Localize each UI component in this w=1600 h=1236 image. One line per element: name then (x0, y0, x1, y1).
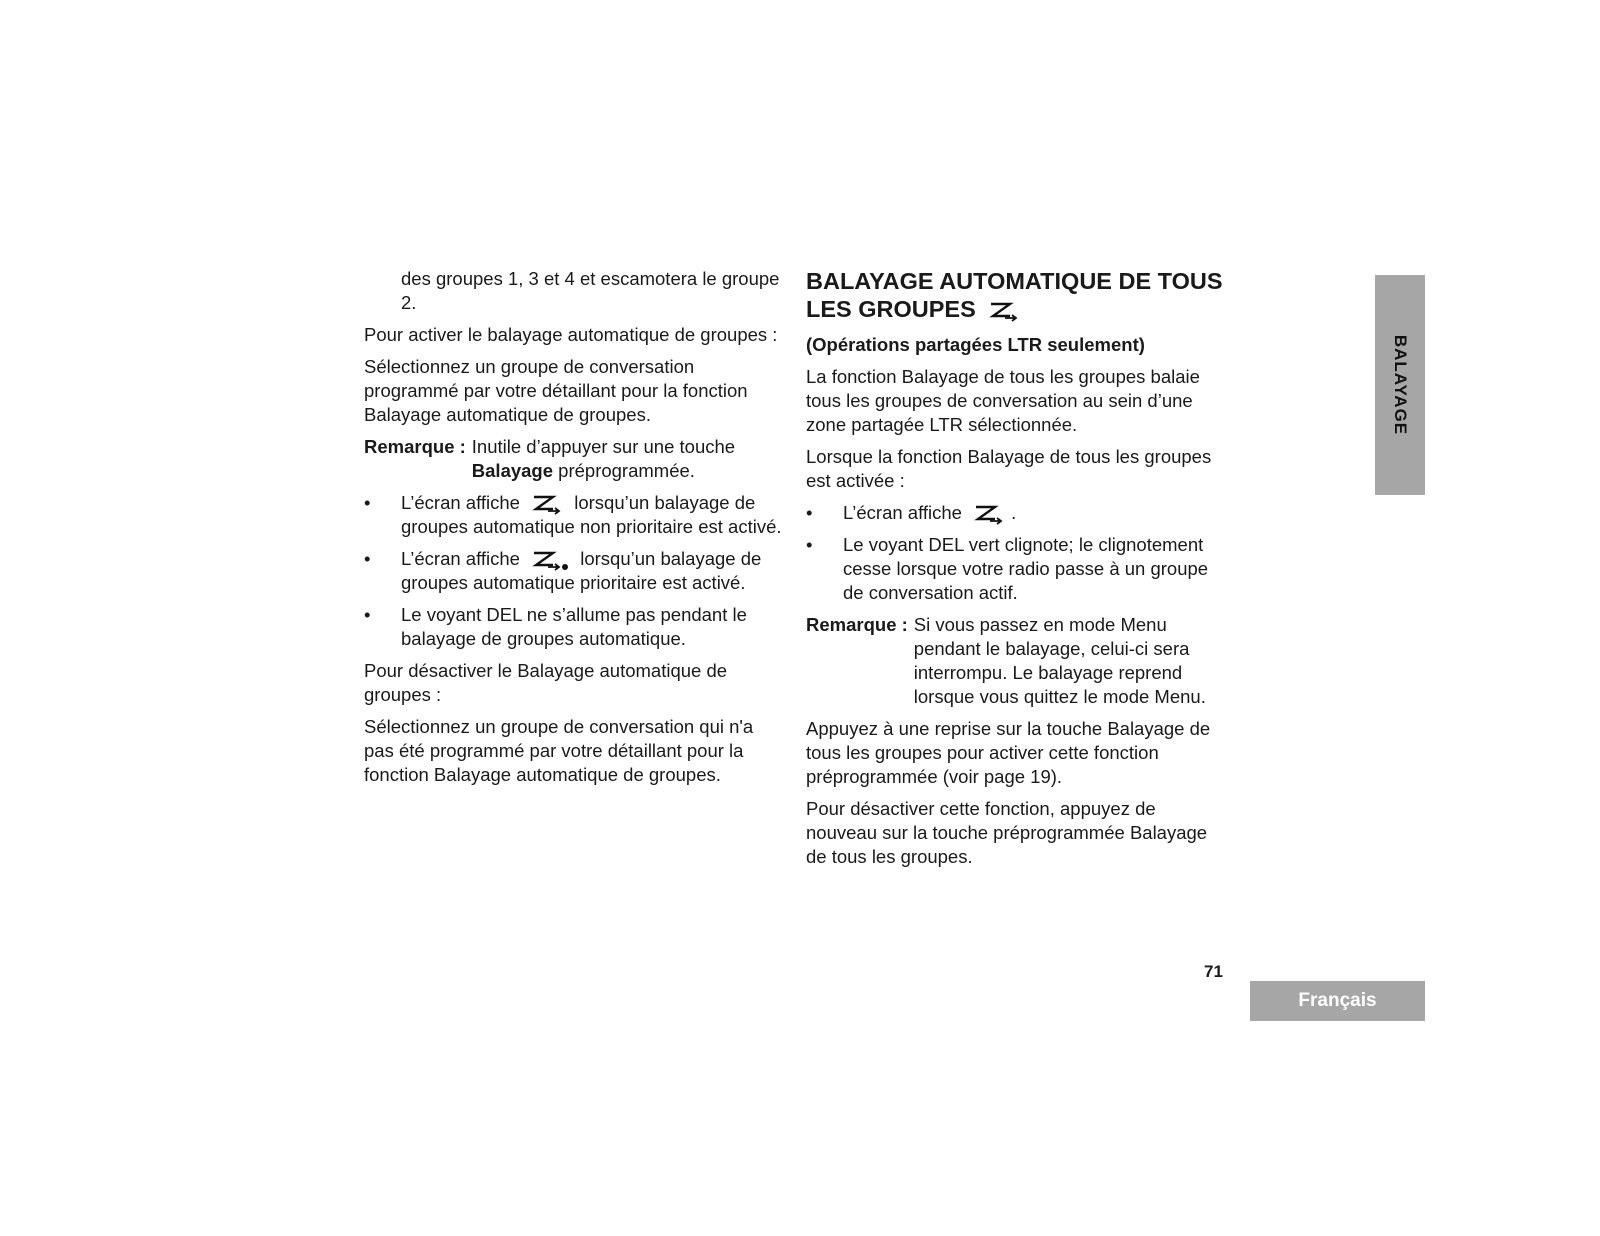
activate-instruction: Appuyez à une reprise sur la touche Balayage de tous les groupes pour activer cette fonction préprogrammée (voir page 19). (806, 718, 1211, 788)
bullet-dot: • (364, 492, 371, 513)
bullet-text-end: lorsqu’un balayage de groupes automatique non prioritaire est activé. (401, 492, 782, 538)
bullet-item (364, 491, 784, 539)
bullet-text: L’écran affiche (843, 502, 962, 523)
activate-instruction: Pour activer le balayage automatique de groupes : (364, 324, 778, 345)
bullet-text: L’écran affiche (401, 492, 520, 513)
note-label: Remarque : (806, 614, 908, 636)
bullet-dot: • (806, 502, 813, 523)
bullet-dot: • (364, 548, 371, 570)
note-body: Si vous passez en mode Menu pendant le balayage, celui-ci sera interrompu. Le balayage reprend lorsque vous quittez le mode Menu. (913, 614, 1206, 708)
language-tab (1250, 981, 1425, 1021)
language-tab-label: Français (1298, 990, 1377, 1011)
scan-icon (531, 493, 563, 515)
deactivate-instruction: Pour désactiver le Balayage automatique de groupes : (364, 660, 728, 706)
scan-icon (988, 300, 1020, 322)
bullet-text: Le voyant DEL vert clignote; le clignotement cesse lorsque votre radio passe à un groupe de conversation actif. (843, 534, 1209, 604)
note-bold-key: Balayage (471, 460, 554, 481)
note-label: Remarque : (364, 436, 466, 457)
note (806, 613, 1226, 709)
left-column (364, 267, 784, 795)
bullet-text: L’écran affiche (401, 548, 520, 570)
note-text-end: préprogrammée. (558, 460, 695, 481)
section-side-tab (1375, 275, 1425, 495)
bullet-text-end: lorsqu’un balayage de groupes automatique prioritaire est activé. (401, 548, 762, 594)
section-heading (806, 267, 1226, 323)
deactivate-instruction: Pour désactiver cette fonction, appuyez de nouveau sur la touche préprogrammée Balayage de tous les groupes. (806, 798, 1208, 868)
bullet-dot: • (806, 534, 813, 556)
description: La fonction Balayage de tous les groupes balaie tous les groupes de conversation au sein d’une zone partagée LTR sélectionnée. (806, 366, 1200, 435)
section-subheading: (Opérations partagées LTR seulement) (806, 334, 1145, 355)
select-instruction: Sélectionnez un groupe de conversation programmé par votre détaillant pour la fonction Balayage automatique de groupes. (364, 356, 748, 425)
bullet-item (364, 547, 784, 595)
bullet-dot: • (364, 604, 371, 626)
bullet-item (806, 501, 1226, 525)
bullet-item (364, 603, 784, 651)
activation-intro: Lorsque la fonction Balayage de tous les groupes est activée : (806, 446, 1212, 491)
priority-scan-icon (531, 549, 569, 571)
section-side-tab-label: BALAYAGE (1391, 334, 1410, 436)
note (364, 435, 784, 483)
right-column (806, 267, 1226, 877)
note-body (472, 435, 784, 483)
bullet-item (806, 533, 1226, 605)
continued-text: des groupes 1, 3 et 4 et escamotera le groupe 2. (401, 268, 780, 313)
page-number: 71 (1204, 962, 1223, 981)
bullet-text: Le voyant DEL ne s’allume pas pendant le balayage de groupes automatique. (401, 604, 747, 650)
bullet-text-end: . (1011, 502, 1017, 523)
select-instruction-2: Sélectionnez un groupe de conversation qui n'a pas été programmé par votre détaillant pour la fonction Balayage automatique de groupes. (364, 716, 754, 786)
section-heading-text: BALAYAGE AUTOMATIQUE DE TOUS LES GROUPES (806, 268, 1223, 322)
note-text: Inutile d’appuyer sur une touche (471, 436, 736, 457)
scan-icon (973, 503, 1005, 525)
